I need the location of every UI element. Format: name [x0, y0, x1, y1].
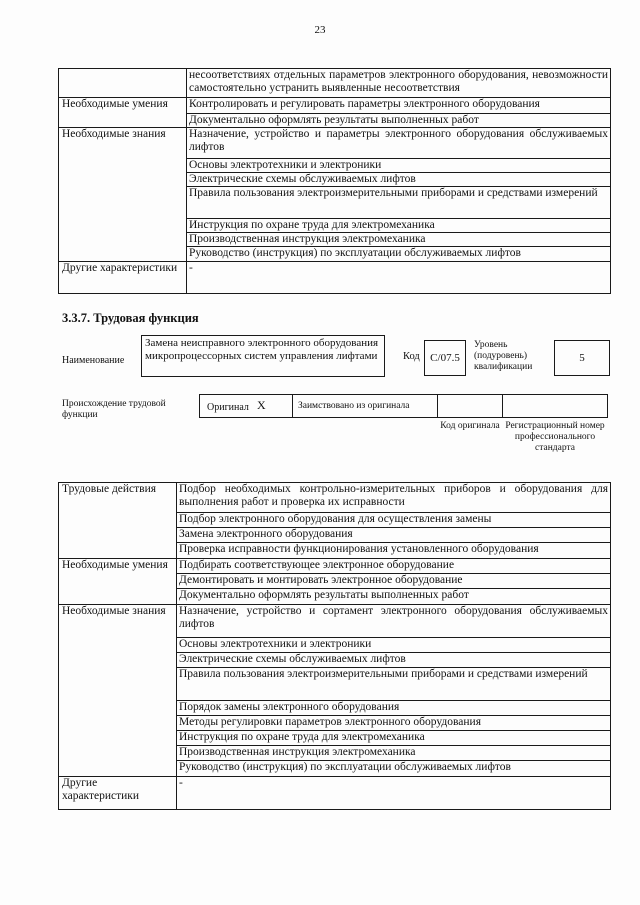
row-item: Производственная инструкция электромеханика [187, 233, 611, 247]
row-item: - [177, 777, 611, 810]
row-item: Инструкция по охране труда для электромеханика [187, 219, 611, 233]
row-label-other: Другие характеристики [59, 262, 187, 294]
row-item: Подбор необходимых контрольно-измерительных приборов и оборудования для выполнения работ и проверка их исправности [177, 483, 611, 513]
row-item: Основы электротехники и электроники [177, 638, 611, 653]
function-name-field: Замена неисправного электронного оборудования микропроцессорных систем управления лифтами [141, 335, 385, 377]
row-item: Документально оформлять результаты выполненных работ [177, 589, 611, 605]
origin-label: Происхождение трудовой функции [62, 399, 166, 420]
page-number: 23 [314, 24, 326, 36]
code-field: С/07.5 [424, 340, 466, 376]
origin-code-cell [437, 394, 503, 418]
row-item: Основы электротехники и электроники [187, 159, 611, 173]
table-row [59, 483, 611, 513]
reg-number-cell [502, 394, 608, 418]
table-row [59, 128, 611, 159]
row-label-skills: Необходимые умения [59, 98, 187, 128]
row-item: Руководство (инструкция) по эксплуатации обслуживаемых лифтов [187, 247, 611, 262]
row-item: - [187, 262, 611, 294]
name-label: Наименование [62, 355, 125, 366]
table-row [59, 69, 611, 98]
row-item: Назначение, устройство и сортамент электронного оборудования обслуживаемых лифтов [177, 605, 611, 638]
row-label [59, 69, 187, 98]
row-item: Электрические схемы обслуживаемых лифтов [177, 653, 611, 668]
table-row [59, 559, 611, 574]
table-labor-function [58, 482, 611, 810]
row-label-knowledge: Необходимые знания [59, 605, 177, 777]
row-item: Порядок замены электронного оборудования [177, 701, 611, 716]
row-item: Производственная инструкция электромеханика [177, 746, 611, 761]
row-item: Правила пользования электроизмерительными приборами и средствами измерений [187, 187, 611, 219]
original-mark: Х [257, 398, 266, 412]
row-item: Контролировать и регулировать параметры электронного оборудования [187, 98, 611, 114]
table-competencies-prev [58, 68, 611, 294]
original-cell [199, 394, 293, 418]
row-item: Подбирать соответствующее электронное оборудование [177, 559, 611, 574]
table-row [59, 98, 611, 114]
row-item: Руководство (инструкция) по эксплуатации обслуживаемых лифтов [177, 761, 611, 777]
table-row [59, 262, 611, 294]
row-label-skills: Необходимые умения [59, 559, 177, 605]
row-item: Инструкция по охране труда для электромеханика [177, 731, 611, 746]
level-label: Уровень (подуровень) квалификации [474, 340, 533, 372]
row-item: Замена электронного оборудования [177, 528, 611, 543]
row-item: Документально оформлять результаты выполненных работ [187, 114, 611, 128]
row-label-knowledge: Необходимые знания [59, 128, 187, 262]
row-item: Подбор электронного оборудования для осуществления замены [177, 513, 611, 528]
row-item: Демонтировать и монтировать электронное оборудование [177, 574, 611, 589]
original-label: Оригинал [207, 402, 249, 413]
row-item: Назначение, устройство и параметры электронного оборудования обслуживаемых лифтов [187, 128, 611, 159]
reg-number-caption: Регистрационный номер профессионального стандарта [505, 421, 605, 453]
section-title: 3.3.7. Трудовая функция [62, 311, 199, 325]
origin-code-caption: Код оригинала [440, 421, 500, 431]
row-label-actions: Трудовые действия [59, 483, 177, 559]
row-item: Электрические схемы обслуживаемых лифтов [187, 173, 611, 187]
level-field: 5 [554, 340, 610, 376]
row-label-other: Другие характеристики [59, 777, 177, 810]
row-item: Проверка исправности функционирования установленного оборудования [177, 543, 611, 559]
row-item: Правила пользования электроизмерительными приборами и средствами измерений [177, 668, 611, 701]
row-item: Методы регулировки параметров электронного оборудования [177, 716, 611, 731]
code-label: Код [403, 351, 420, 362]
table-row [59, 605, 611, 638]
table-row [59, 777, 611, 810]
row-item: несоответствиях отдельных параметров электронного оборудования, невозможности самостоятельно устранить выявленные несоответствия [187, 69, 611, 98]
borrowed-cell: Заимствовано из оригинала [292, 394, 438, 418]
